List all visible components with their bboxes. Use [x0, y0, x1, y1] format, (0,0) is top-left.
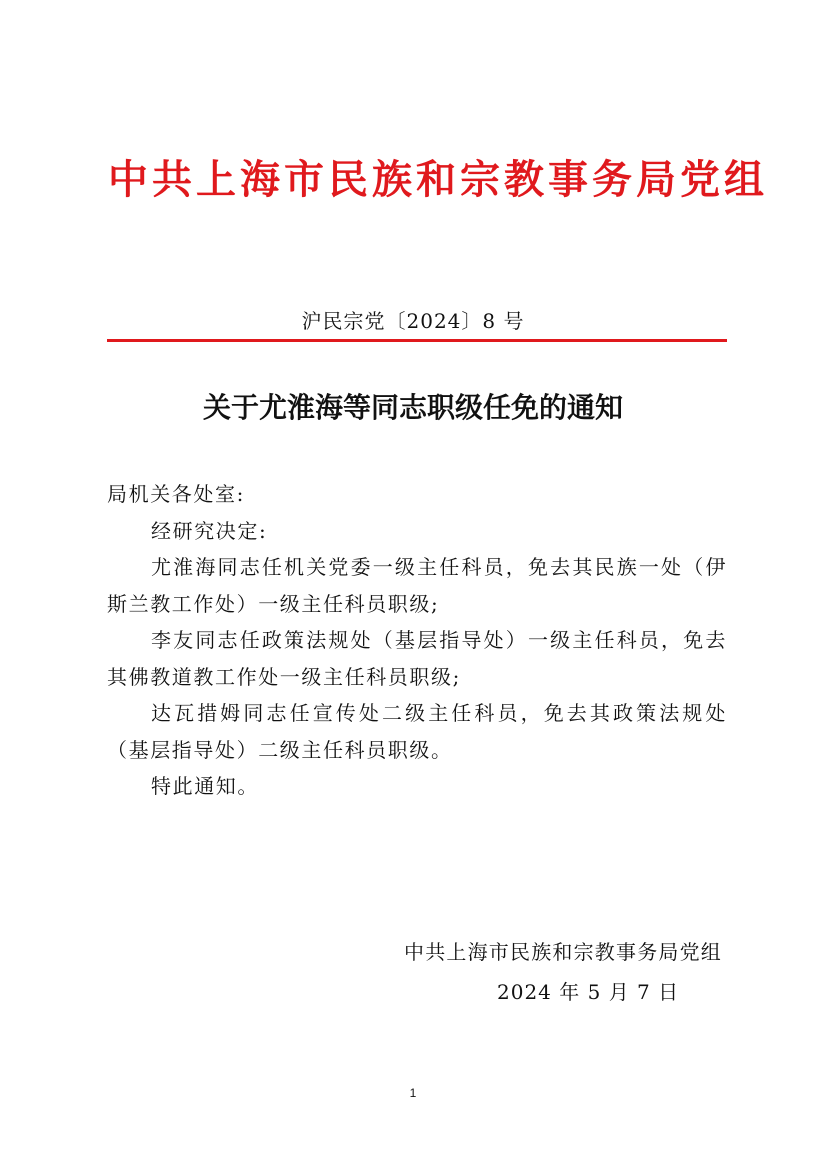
body-paragraph: 达瓦措姆同志任宣传处二级主任科员，免去其政策法规处（基层指导处）二级主任科员职级。	[107, 701, 727, 762]
issuer-header: 中共上海市民族和宗教事务局党组	[108, 157, 768, 203]
signature-organization: 中共上海市民族和宗教事务局党组	[404, 940, 722, 964]
document-title: 关于尤淮海等同志职级任免的通知	[202, 391, 623, 424]
closing-line: 特此通知。	[151, 774, 259, 798]
signature-date: 2024 年 5 月 7 日	[497, 980, 680, 1004]
page-number: 1	[409, 1086, 417, 1100]
signature-block	[107, 932, 722, 1004]
document-number: 沪民宗党〔2024〕8 号	[301, 309, 525, 333]
body-paragraph: 尤淮海同志任机关党委一级主任科员，免去其民族一处（伊斯兰教工作处）一级主任科员职级;	[107, 555, 727, 616]
addressee: 局机关各处室:	[107, 482, 245, 506]
body-paragraph: 李友同志任政策法规处（基层指导处）一级主任科员，免去其佛教道教工作处一级主任科员职级;	[107, 628, 727, 689]
body-paragraph: 经研究决定:	[151, 518, 268, 543]
document-body	[107, 476, 727, 805]
red-divider-line	[107, 339, 727, 342]
